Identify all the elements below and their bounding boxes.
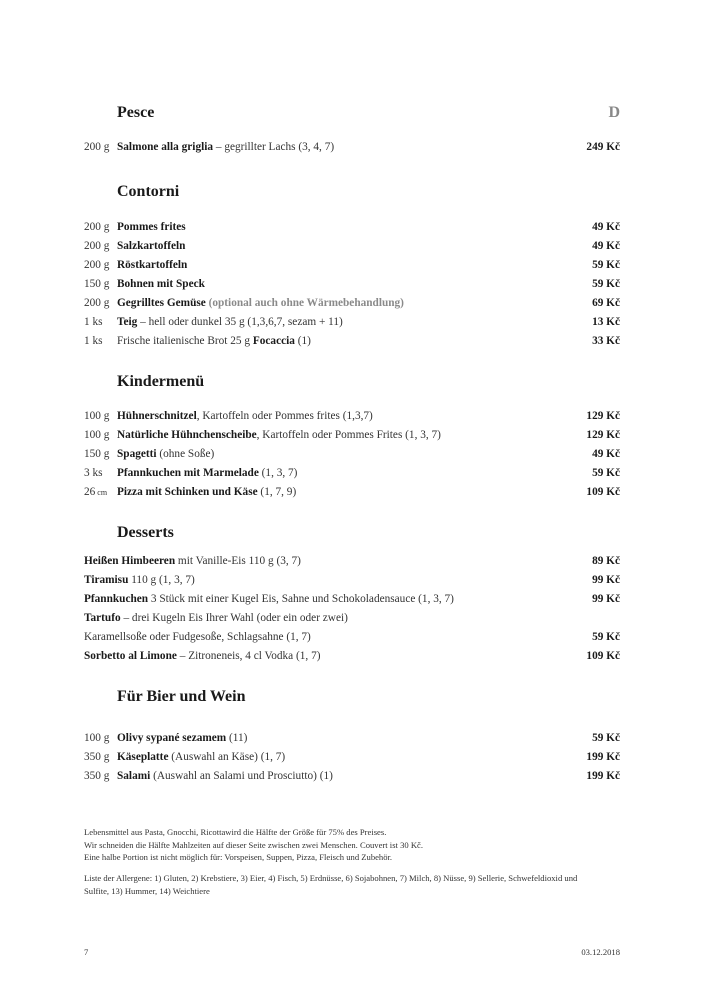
item-quantity: 200 g (84, 297, 110, 309)
item-quantity: 200 g (84, 240, 110, 252)
item-price: 99 Kč (592, 593, 620, 605)
item-price: 59 Kč (592, 631, 620, 643)
menu-item (84, 552, 620, 571)
item-price: 33 Kč (592, 335, 620, 347)
item-price: 249 Kč (586, 141, 620, 153)
menu-item (84, 609, 620, 628)
item-quantity: 350 g (84, 770, 110, 782)
item-name: Pizza mit Schinken und Käse (117, 486, 258, 498)
item-description: , Kartoffeln oder Pommes frites (1,3,7) (196, 410, 373, 422)
menu-item (84, 256, 620, 275)
item-price: 89 Kč (592, 555, 620, 567)
item-name: Käseplatte (117, 751, 169, 763)
item-price: 129 Kč (586, 410, 620, 422)
item-name: Sorbetto al Limone (84, 650, 177, 662)
item-quantity: 200 g (84, 141, 110, 153)
item-description: (Auswahl an Käse) (1, 7) (168, 751, 286, 763)
note-line: Eine halbe Portion ist nicht möglich für: Vorspeisen, Suppen, Pizza, Fleisch und Zubehör. (84, 852, 393, 862)
item-name: Spagetti (117, 448, 157, 460)
portion-notes (84, 826, 423, 864)
section-title-pesce: Pesce (117, 104, 155, 121)
item-description: (1, 3, 7) (258, 467, 298, 479)
item-price: 69 Kč (592, 297, 620, 309)
menu-item (84, 628, 620, 647)
section-title-kindermenu: Kindermenü (117, 373, 205, 390)
menu-item (84, 237, 620, 256)
item-name: Hühnerschnitzel (117, 410, 197, 422)
item-quantity: 150 g (84, 278, 110, 290)
menu-item (84, 748, 620, 767)
menu-item (84, 275, 620, 294)
item-price: 13 Kč (592, 316, 620, 328)
item-name: Gegrilltes Gemüse (117, 297, 206, 309)
item-description-prefix: Frische italienische Brot 25 g (117, 335, 253, 347)
item-price: 49 Kč (592, 221, 620, 233)
item-description: , Kartoffeln oder Pommes Frites (1, 3, 7) (256, 429, 441, 441)
item-name: Heißen Himbeeren (84, 555, 176, 567)
item-quantity: 26 (84, 486, 96, 498)
section-title-bier-wein: Für Bier und Wein (117, 688, 246, 705)
item-quantity: 150 g (84, 448, 110, 460)
item-description: – hell oder dunkel 35 g (1,3,6,7, sezam + 11) (137, 316, 343, 328)
item-price: 199 Kč (586, 770, 620, 782)
menu-item (84, 294, 620, 313)
item-description: 3 Stück mit einer Kugel Eis, Sahne und Schokoladensauce (1, 3, 7) (148, 593, 454, 605)
item-price: 59 Kč (592, 278, 620, 290)
item-quantity: 3 ks (84, 467, 103, 479)
item-quantity: 100 g (84, 429, 110, 441)
item-description: Karamellsoße oder Fudgesoße, Schlagsahne (1, 7) (84, 631, 311, 643)
menu-item (84, 218, 620, 237)
allergen-list: Liste der Allergene: 1) Gluten, 2) Krebstiere, 3) Eier, 4) Fisch, 5) Erdnüsse, 6) Sojabohnen, 7) Milch, 8) Nüsse, 9) Sellerie, Schwefeldioxid und Sulfite, 13) Hummer, 14) Weichtiere (84, 873, 578, 896)
item-quantity: 200 g (84, 221, 110, 233)
item-price: 59 Kč (592, 467, 620, 479)
item-quantity-unit: cm (95, 488, 108, 497)
language-letter: D (608, 104, 620, 121)
menu-item (84, 483, 620, 502)
item-name: Pfannkuchen mit Marmelade (117, 467, 259, 479)
item-quantity: 1 ks (84, 316, 103, 328)
menu-item (84, 313, 620, 332)
item-name: Bohnen mit Speck (117, 278, 205, 290)
note-line: Wir schneiden die Hälfte Mahlzeiten auf dieser Seite zwischen zwei Menschen. Couvert ist 30 Kč. (84, 839, 423, 850)
item-description: mit Vanille-Eis 110 g (3, 7) (175, 555, 301, 567)
item-name: Salmone alla griglia (117, 141, 214, 153)
item-name: Tartufo (84, 612, 121, 624)
item-name: Teig (117, 316, 138, 328)
item-description: (1, 7, 9) (257, 486, 297, 498)
menu-item (84, 571, 620, 590)
item-description: – gegrillter Lachs (3, 4, 7) (213, 141, 335, 153)
item-quantity: 1 ks (84, 335, 103, 347)
item-description: – drei Kugeln Eis Ihrer Wahl (oder ein oder zwei) (120, 612, 348, 624)
item-price: 49 Kč (592, 240, 620, 252)
menu-item (84, 590, 620, 609)
item-price: 59 Kč (592, 259, 620, 271)
menu-item (84, 729, 620, 748)
item-name: Olivy sypané sezamem (117, 732, 227, 744)
menu-item (84, 445, 620, 464)
item-quantity: 100 g (84, 410, 110, 422)
item-price: 199 Kč (586, 751, 620, 763)
menu-item (84, 464, 620, 483)
menu-item (84, 407, 620, 426)
item-description: (ohne Soße) (156, 448, 215, 460)
item-price: 109 Kč (586, 486, 620, 498)
menu-item (84, 647, 620, 666)
item-price: 109 Kč (586, 650, 620, 662)
item-name: Salami (117, 770, 151, 782)
menu-item (84, 767, 620, 786)
item-quantity: 100 g (84, 732, 110, 744)
menu-item (84, 426, 620, 445)
item-name: Pfannkuchen (84, 593, 149, 605)
section-title-contorni: Contorni (117, 183, 180, 200)
item-quantity: 350 g (84, 751, 110, 763)
item-name: Tiramisu (84, 574, 129, 586)
note-line: Lebensmittel aus Pasta, Gnocchi, Ricottawird die Hälfte der Größe für 75% des Preises. (84, 827, 387, 837)
footer-date: 03.12.2018 (581, 947, 620, 957)
item-note: (optional auch ohne Wärmebehandlung) (205, 297, 404, 309)
item-name: Focaccia (252, 335, 295, 347)
item-price: 49 Kč (592, 448, 620, 460)
item-name: Natürliche Hühnchenscheibe (117, 429, 257, 441)
item-description: – Zitroneneis, 4 cl Vodka (1, 7) (176, 650, 321, 662)
item-description: (Auswahl an Salami und Prosciutto) (1) (150, 770, 333, 782)
item-name: Röstkartoffeln (117, 259, 188, 271)
menu-item (84, 332, 620, 351)
item-name: Salzkartoffeln (117, 240, 186, 252)
item-description: (11) (226, 732, 248, 744)
item-price: 99 Kč (592, 574, 620, 586)
section-title-desserts: Desserts (117, 524, 174, 541)
item-name: Pommes frites (117, 221, 186, 233)
menu-item (84, 138, 620, 157)
item-price: 59 Kč (592, 732, 620, 744)
page-number: 7 (84, 947, 89, 957)
item-quantity: 200 g (84, 259, 110, 271)
item-price: 129 Kč (586, 429, 620, 441)
item-description: 110 g (1, 3, 7) (128, 574, 195, 586)
item-description: (1) (294, 335, 311, 347)
